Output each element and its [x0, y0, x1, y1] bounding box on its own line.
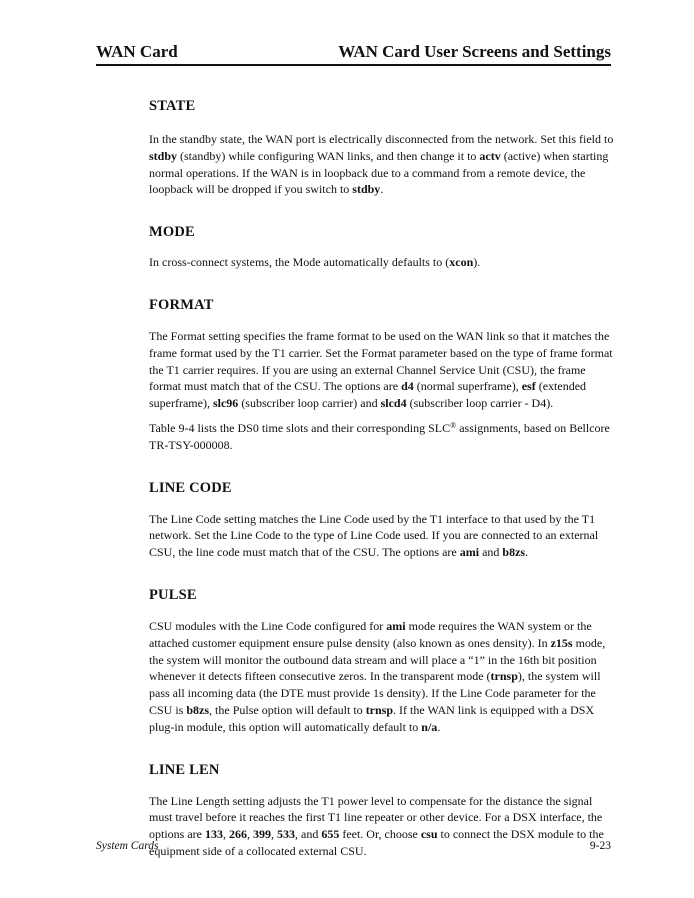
mode-paragraph: In cross-connect systems, the Mode automatically defaults to (xcon). — [149, 255, 481, 270]
section-heading-mode: MODE — [149, 224, 195, 241]
format-paragraph: The Format setting specifies the frame format to be used on the WAN link so that it matches the frame format used by the T1 carrier. Set the Format parameter based on the type of frame format the T1 carrier requires. If you are using an external Channel Service Unit (CSU), the frame format must match that of the CSU. The options are d4 (normal superframe), esf (extended superframe), slc96 (subscriber loop carrier) and slcd4 (subscriber loop carrier - D4). — [149, 328, 613, 411]
section-heading-pulse: PULSE — [149, 586, 197, 603]
header-left-title: WAN Card — [96, 42, 178, 61]
section-heading-line-code: LINE CODE — [149, 479, 232, 496]
section-heading-state: STATE — [149, 98, 196, 114]
pulse-paragraph: CSU modules with the Line Code configured for ami mode requires the WAN system or the attached customer equipment ensure pulse density (also known as ones density). In z15s mode, the system will monitor the outbound data stream and will place a “1” in the 16th bit position whenever it detects fifteen consecutive zeros. In the transparent mode (trnsp), the system will pass all incoming data (the DTE must provide 1s density). If the Line Code parameter for the CSU is b8zs, the Pulse option will default to trnsp. If the WAN link is equipped with a DSX plug-in module, this option will automatically default to n/a. — [149, 618, 606, 734]
header-right-title: WAN Card User Screens and Settings — [338, 42, 611, 61]
line-code-paragraph: The Line Code setting matches the Line Code used by the T1 interface to that used by the T1 network. Set the Line Code to the type of Line Code used. If you are connected to an external CSU, the line code must match that of the CSU. The options are ami and b8zs. — [149, 511, 599, 560]
line-len-paragraph: The Line Length setting adjusts the T1 power level to compensate for the distance the signal must travel before it reaches the first T1 line repeater or other device. For a DSX interface, the options are 133, 266, 399, 533, and 655 feet. Or, choose csu to connect the DSX module to the equipment side of a collocated external CSU. — [149, 793, 604, 858]
format-table-reference-paragraph: Table 9-4 lists the DS0 time slots and their corresponding SLC® assignments, based on Bellcore TR-TSY-000008. — [149, 420, 610, 452]
state-paragraph: In the standby state, the WAN port is electrically disconnected from the network. Set this field to stdby (standby) while configuring WAN links, and then change it to actv (active) when starting normal operations. If the WAN is in loopback due to a command from a remote device, the loopback will be dropped if you switch to stdby. — [149, 132, 614, 197]
section-heading-format: FORMAT — [149, 296, 214, 313]
footer-section-name: System Cards — [96, 840, 159, 852]
section-heading-line-len: LINE LEN — [149, 761, 220, 778]
page-header — [96, 40, 611, 66]
page-content — [149, 98, 614, 860]
page-number: 9-23 — [589, 840, 611, 852]
